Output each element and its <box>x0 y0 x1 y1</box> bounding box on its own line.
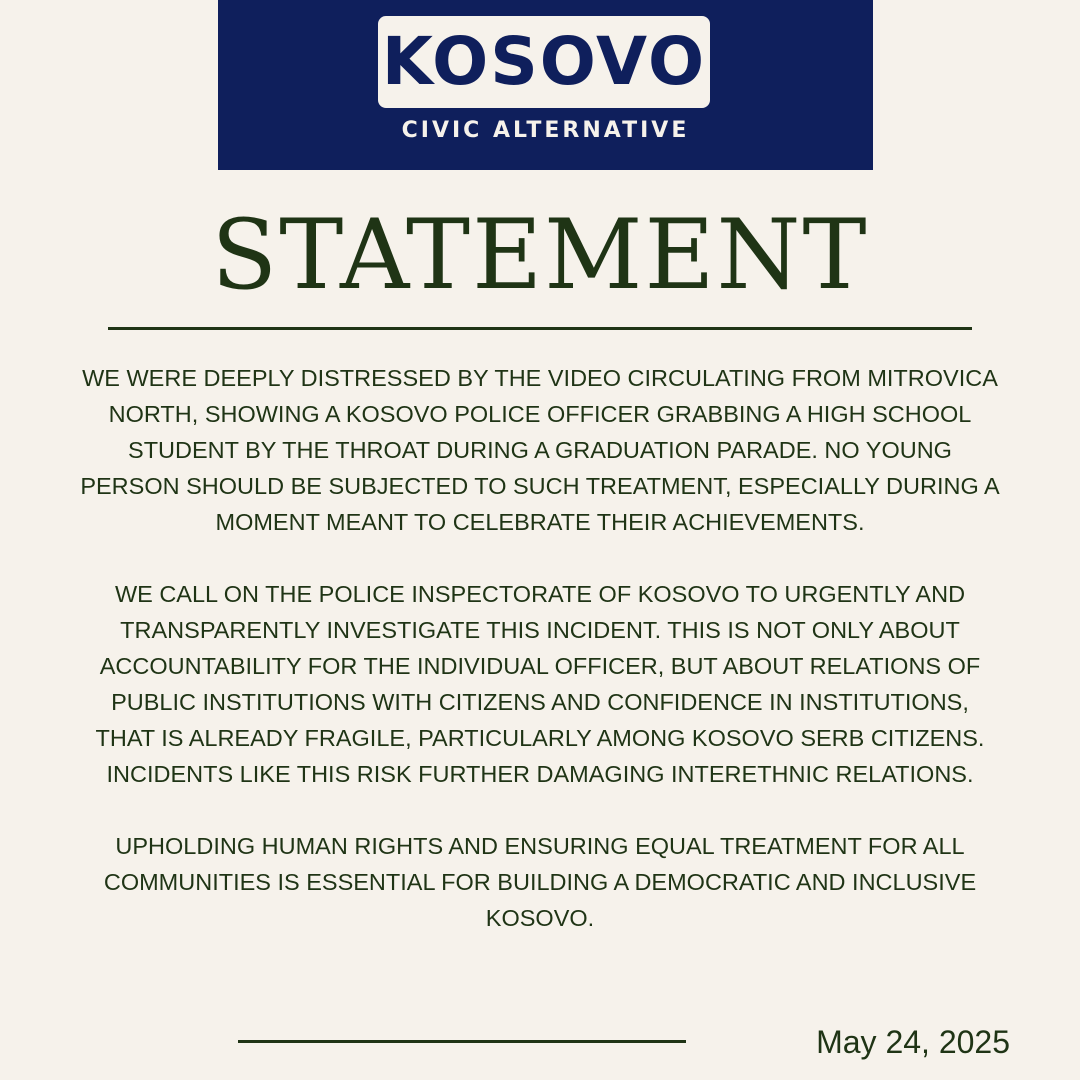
footer-divider <box>238 1040 686 1043</box>
statement-body <box>80 360 1000 936</box>
logo-wordmark: KOSOVO <box>381 23 707 100</box>
header-banner <box>218 0 873 170</box>
statement-paragraph-2: WE CALL ON THE POLICE INSPECTORATE OF KOSOVO TO URGENTLY AND TRANSPARENTLY INVESTIGATE THIS INCIDENT. THIS IS NOT ONLY ABOUT ACCOUNTABILITY FOR THE INDIVIDUAL OFFICER, BUT ABOUT RELATIONS OF PUBLIC INSTITUTIONS WITH CITIZENS AND CONFIDENCE IN INSTITUTIONS, THAT IS ALREADY FRAGILE, PARTICULARLY AMONG KOSOVO SERB CITIZENS. INCIDENTS LIKE THIS RISK FURTHER DAMAGING INTERETHNIC RELATIONS. <box>95 581 985 787</box>
logo <box>378 16 710 108</box>
page-title: STATEMENT <box>211 199 869 311</box>
statement-date: May 24, 2025 <box>816 1024 1010 1060</box>
title-divider <box>108 327 972 330</box>
statement-paragraph-3: UPHOLDING HUMAN RIGHTS AND ENSURING EQUAL TREATMENT FOR ALL COMMUNITIES IS ESSENTIAL FOR BUILDING A DEMOCRATIC AND INCLUSIVE KOSOVO. <box>103 833 977 931</box>
statement-paragraph-1: WE WERE DEEPLY DISTRESSED BY THE VIDEO CIRCULATING FROM MITROVICA NORTH, SHOWING A KOSOVO POLICE OFFICER GRABBING A HIGH SCHOOL STUDENT BY THE THROAT DURING A GRADUATION PARADE. NO YOUNG PERSON SHOULD BE SUBJECTED TO SUCH TREATMENT, ESPECIALLY DURING A MOMENT MEANT TO CELEBRATE THEIR ACHIEVEMENTS. <box>80 365 1000 535</box>
logo-subtitle: CIVIC ALTERNATIVE <box>401 118 690 143</box>
